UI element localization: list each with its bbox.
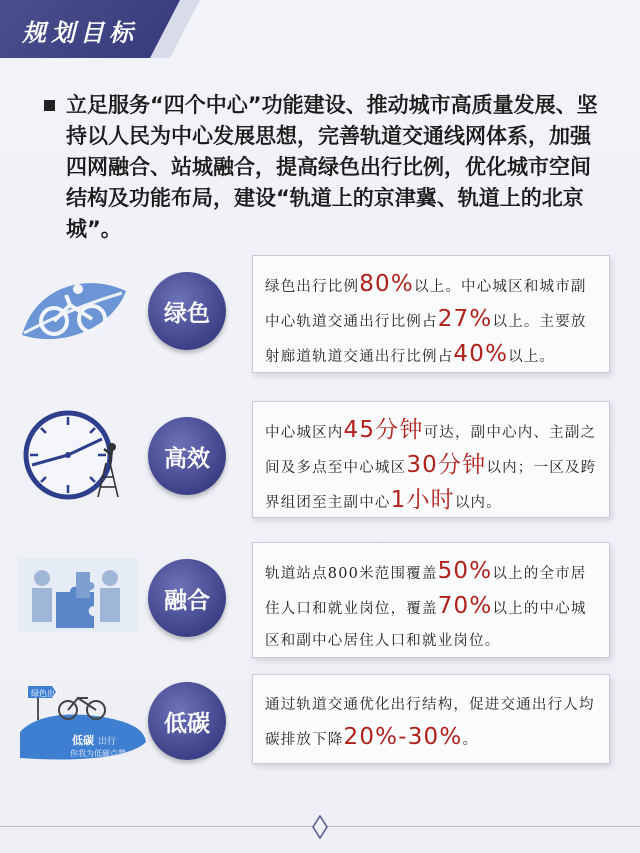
goal-highlight: 45分钟 — [343, 417, 424, 443]
goal-highlight: 70% — [437, 593, 493, 619]
bullet-square-icon — [44, 100, 55, 111]
goal-highlight: 1小时 — [390, 487, 455, 513]
clock-icon — [18, 405, 130, 507]
diamond-ornament-icon — [312, 815, 328, 839]
goal-text-part: 轨道站点800米范围覆盖 — [265, 566, 438, 582]
goal-text-box-efficient — [252, 401, 610, 518]
goal-text-part: 中心城区内 — [265, 425, 344, 441]
leaf-bicycle-icon — [18, 275, 130, 351]
goal-highlight: 27% — [437, 306, 493, 332]
goal-text-part: 可达，副中心内、主副之间及多点至中心城区 — [265, 425, 597, 476]
svg-text:绿色出行: 绿色出行 — [31, 689, 63, 698]
intro-text: 立足服务“四个中心”功能建设、推动城市高质量发展、坚持以人民为中心发展思想，完善轨道交通线网体系，加强四网融合、站城融合，提高绿色出行比例，优化城市空间结构及功能布局，建设“轨道上的京津冀、轨道上的北京城”。 — [66, 93, 598, 241]
goal-text-part: 以上的全市居住人口和就业岗位，覆盖 — [265, 566, 587, 617]
puzzle-people-icon — [18, 558, 138, 636]
svg-text:你我为低碳点赞: 你我为低碳点赞 — [70, 749, 126, 758]
goal-label-integration: 融合 — [148, 559, 226, 637]
goal-highlight: 40% — [453, 341, 509, 367]
goal-highlight: 20%-30% — [343, 724, 463, 750]
goal-text-part: 以上。主要放射廊道轨道交通出行比例占 — [265, 314, 587, 365]
goal-label-low-carbon: 低碳 — [148, 682, 226, 760]
goal-highlight: 30分钟 — [406, 452, 487, 478]
goal-text-part: 通过轨道交通优化出行结构，促进交通出行人均碳排放下降 — [265, 697, 595, 748]
intro-block — [44, 90, 604, 245]
goal-text-part: 以上的中心城区和副中心居住人口和就业岗位。 — [265, 601, 587, 649]
low-carbon-hand-icon — [18, 672, 148, 768]
goal-text-box-green — [252, 255, 610, 373]
goal-text-part: 以内；一区及跨界组团至主副中心 — [265, 460, 597, 511]
svg-text:出行: 出行 — [98, 737, 117, 747]
goal-text-box-integration — [252, 542, 610, 658]
page-title: 规划目标 — [22, 18, 138, 47]
goal-highlight: 50% — [437, 558, 493, 584]
goal-text-part: 以上。 — [508, 349, 556, 365]
goal-text-part: 。 — [462, 732, 479, 748]
svg-text:低碳: 低碳 — [72, 734, 94, 747]
goal-highlight: 80% — [359, 271, 414, 297]
goal-text-box-low-carbon — [252, 674, 610, 764]
goal-label-green: 绿色 — [148, 272, 226, 350]
goal-text-part: 绿色出行比例 — [265, 279, 360, 295]
goal-text-part: 以上。中心城区和城市副中心轨道交通出行比例占 — [265, 279, 587, 330]
goal-text-part: 以内。 — [454, 495, 502, 511]
goal-label-efficient: 高效 — [148, 417, 226, 495]
